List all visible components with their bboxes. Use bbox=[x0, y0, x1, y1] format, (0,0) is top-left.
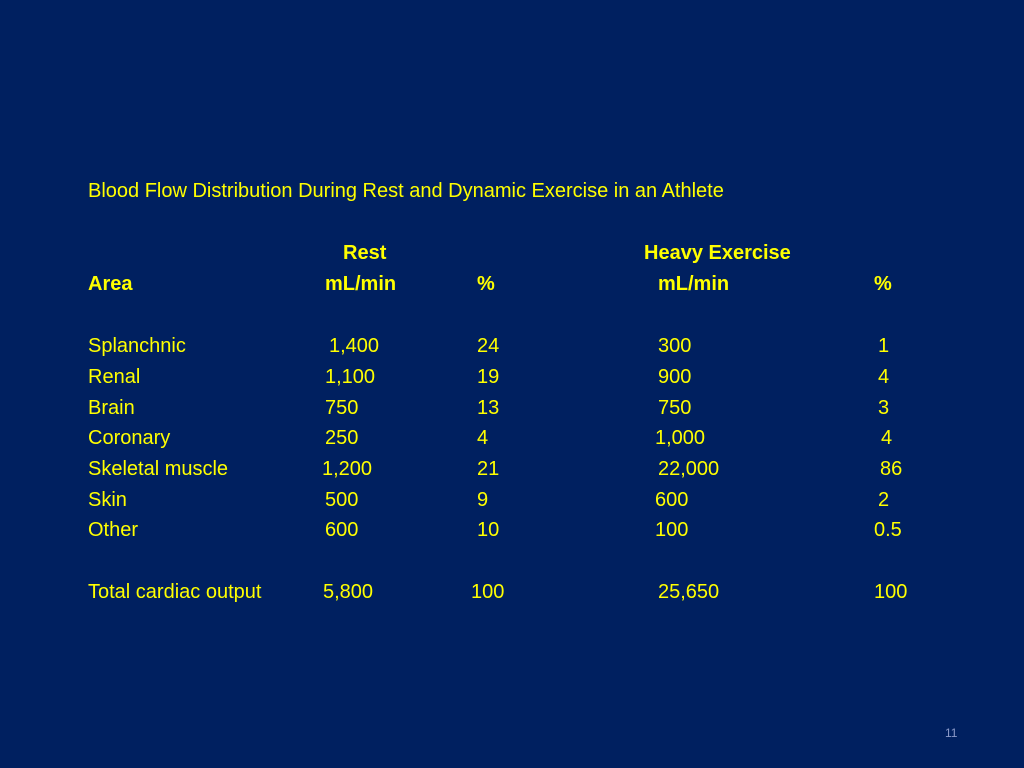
table-row-rest-percent: 9 bbox=[477, 489, 489, 511]
table-row-exercise-flow: 900 bbox=[658, 366, 692, 388]
total-rest-percent: 100 bbox=[471, 581, 505, 603]
table-row-area: Other bbox=[88, 519, 139, 541]
table-row-rest-percent: 19 bbox=[477, 366, 500, 388]
slide-title: Blood Flow Distribution During Rest and Dynamic Exercise in an Athlete bbox=[88, 180, 724, 202]
table-row-rest-percent: 4 bbox=[477, 427, 489, 449]
total-exercise-flow: 25,650 bbox=[658, 581, 720, 603]
table-row-area: Skin bbox=[88, 489, 127, 511]
rest-flow-column-header: mL/min bbox=[325, 273, 397, 295]
table-row-rest-percent: 21 bbox=[477, 458, 500, 480]
table-row-rest-flow: 1,400 bbox=[329, 335, 380, 357]
table-row-rest-flow: 750 bbox=[325, 397, 359, 419]
rest-group-header: Rest bbox=[343, 242, 387, 264]
table-row-exercise-flow: 100 bbox=[655, 519, 689, 541]
table-row-area: Brain bbox=[88, 397, 135, 419]
table-row-rest-percent: 24 bbox=[477, 335, 500, 357]
table-row-rest-percent: 10 bbox=[477, 519, 500, 541]
table-row-exercise-percent: 4 bbox=[881, 427, 893, 449]
table-row-area: Renal bbox=[88, 366, 141, 388]
table-row-exercise-flow: 600 bbox=[655, 489, 689, 511]
table-row-rest-flow: 1,200 bbox=[322, 458, 373, 480]
total-exercise-percent: 100 bbox=[874, 581, 908, 603]
total-area: Total cardiac output bbox=[88, 581, 262, 603]
table-row-rest-flow: 500 bbox=[325, 489, 359, 511]
heavy-exercise-group-header: Heavy Exercise bbox=[644, 242, 791, 264]
table-row-exercise-percent: 1 bbox=[878, 335, 890, 357]
table-row-exercise-flow: 1,000 bbox=[655, 427, 706, 449]
rest-percent-column-header: % bbox=[477, 273, 495, 295]
table-row-exercise-percent: 0.5 bbox=[874, 519, 902, 541]
area-column-header: Area bbox=[88, 273, 133, 295]
table-row-exercise-flow: 750 bbox=[658, 397, 692, 419]
table-row-exercise-percent: 86 bbox=[880, 458, 903, 480]
table-row-area: Skeletal muscle bbox=[88, 458, 229, 480]
slide-number: 11 bbox=[945, 726, 958, 740]
table-row-area: Splanchnic bbox=[88, 335, 186, 357]
table-row-exercise-percent: 2 bbox=[878, 489, 890, 511]
total-rest-flow: 5,800 bbox=[323, 581, 374, 603]
table-row-exercise-percent: 3 bbox=[878, 397, 890, 419]
exercise-flow-column-header: mL/min bbox=[658, 273, 730, 295]
table-row-rest-percent: 13 bbox=[477, 397, 500, 419]
table-row-exercise-flow: 300 bbox=[658, 335, 692, 357]
table-row-rest-flow: 250 bbox=[325, 427, 359, 449]
table-row-rest-flow: 600 bbox=[325, 519, 359, 541]
table-row-area: Coronary bbox=[88, 427, 171, 449]
table-row-exercise-percent: 4 bbox=[878, 366, 890, 388]
table-row-exercise-flow: 22,000 bbox=[658, 458, 720, 480]
table-row-rest-flow: 1,100 bbox=[325, 366, 376, 388]
exercise-percent-column-header: % bbox=[874, 273, 892, 295]
